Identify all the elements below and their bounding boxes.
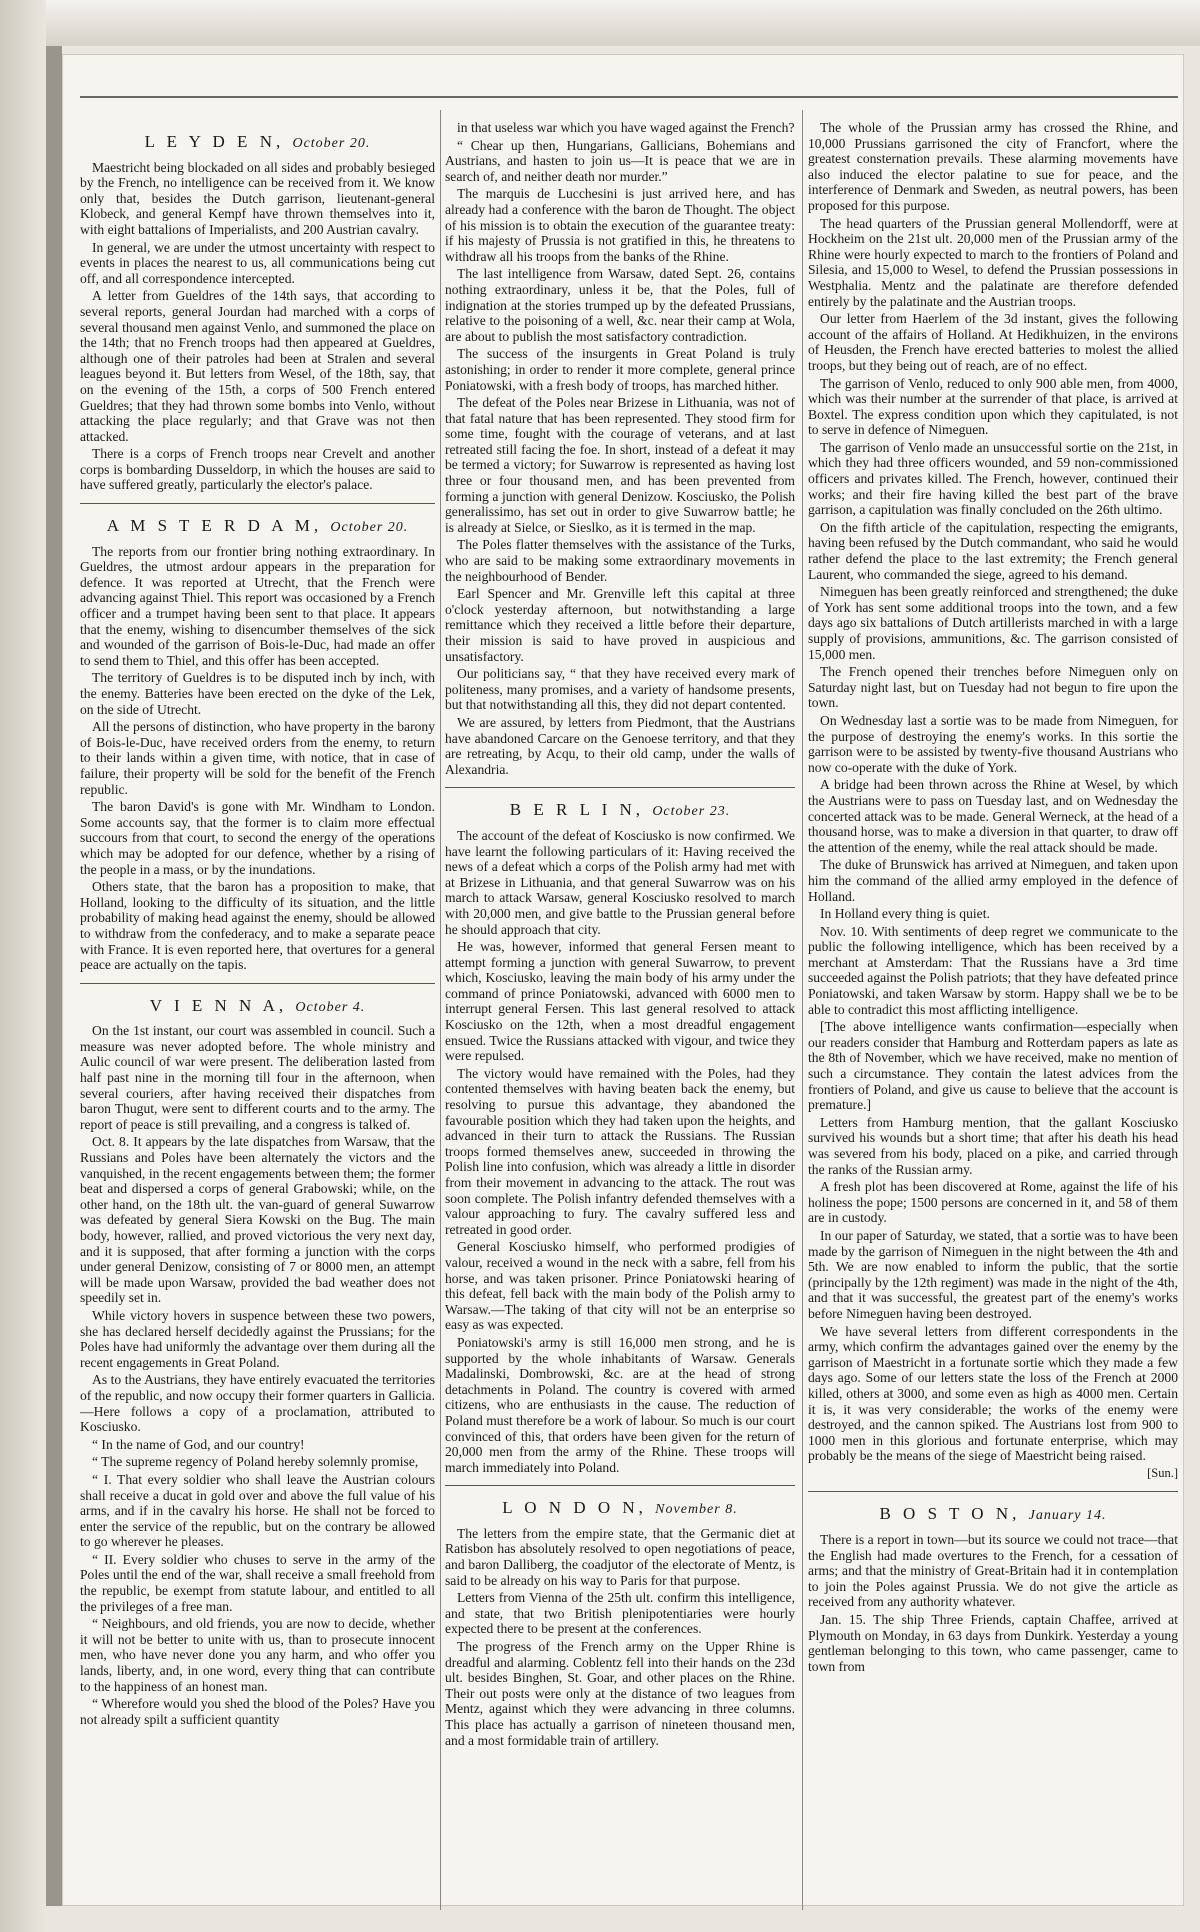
dateline [445, 1500, 795, 1518]
article-paragraph: The garrison of Venlo made an unsuccessful sortie on the 21st, in which they had three officers wounded, and 59 non-commissioned officers and privates killed. The French, however, continued their works; and their fire having killed the best part of the brave garrison, a capitulation was finally concluded on the 26th ultimo. [808, 439, 1178, 518]
dateline-place: A M S T E R D A M, [106, 516, 323, 536]
section-divider [80, 983, 435, 984]
article-paragraph: The garrison of Venlo, reduced to only 900 able men, from 4000, which was their number at the surrender of that place, is arrived at Boxtel. The express condition upon which they capitulated, is not to serve in defence of Nimeguen. [808, 375, 1178, 438]
binding-strip [46, 46, 62, 1906]
article-paragraph: The head quarters of the Prussian general Mollendorff, were at Hockheim on the 21st ult. 20,000 men of the Prussian army of the Rhine were hourly expected to march to the frontiers of Poland and Silesia, and 15,000 to Wesel, to defend the Prussian possessions in Westphalia. Mentz and the palatinate are therefore defended entirely by the palatinate and the Austrian troops. [808, 215, 1178, 309]
article-paragraph: The reports from our frontier bring nothing extraordinary. In Gueldres, the utmost ardour appears in the preparation for defence. It was reported at Utrecht, that the French were advancing against Thiel. This report was occasioned by a French officer and a trumpet having been sent to that place. It appears that the enemy, wishing to disencumber themselves of the sick and wounded of the garrison of Bois-le-Duc, had made an offer to send them to Thiel, and this offer has been accepted. [80, 543, 435, 668]
scan-edge-top [0, 0, 1200, 46]
article-paragraph: Maestricht being blockaded on all sides and probably besieged by the French, no intelligence can be received from it. We know only that, besides the Dutch garrison, lieutenant-general Klobeck, and general Kempf have thrown themselves into it, with eight battalions of Imperialists, and 200 Austrian cavalry. [80, 159, 435, 237]
article-paragraph: There is a corps of French troops near Crevelt and another corps is bombarding Dusseldorp, in which the houses are said to have suffered greatly, particularly the elector's palace. [80, 446, 435, 493]
scan-edge-left [0, 0, 46, 1932]
article-paragraph: A letter from Gueldres of the 14th says, that according to several reports, general Jourdan had marched with a corps of several thousand men against Venlo, and summoned the place on the 14th; that no French troops had then appeared at Gueldres, although one of their patroles had been at Stralen and several leagues beyond it. But letters from Wesel, of the 18th, say, that on the evening of the 15th, a corps of 500 French entered Gueldres; that they had thrown some bombs into Venlo, without attacking the place regularly; and that Grave was not then attacked. [80, 288, 435, 444]
top-rule [80, 96, 1178, 98]
article-paragraph: The baron David's is gone with Mr. Windham to London. Some accounts say, that the former is to claim more effectual succours from that court, to second the energy of the operations which may be adopted for our defence, whether by a rising of the people in a mass, or by the inundations. [80, 799, 435, 877]
dateline-place: B E R L I N, [509, 800, 645, 820]
dateline-place: B O S T O N, [879, 1504, 1021, 1524]
article-paragraph: On the fifth article of the capitulation, respecting the emigrants, having been refused by the Dutch commandant, who said he would rather defend the place to the last extremity; the French general Laurent, who commanded the siege, agreed to his demand. [808, 519, 1178, 582]
section-divider [808, 1491, 1178, 1492]
article-paragraph: Others state, that the baron has a proposition to make, that Holland, looking to the difficulty of its situation, and the little probability of making head against the enemy, should be allowed to withdraw from the confederacy, and to make a separate peace with France. It is even reported here, that overtures for a general peace are actually on the tapis. [80, 879, 435, 973]
article-paragraph: In general, we are under the utmost uncertainty with respect to events in places the nearest to us, all communications being cut off, and all correspondence intercepted. [80, 239, 435, 286]
section-divider [445, 787, 795, 788]
column-3 [808, 120, 1178, 1910]
dateline-place: L O N D O N, [502, 1498, 647, 1518]
column-rule [440, 110, 441, 1910]
dateline [80, 995, 435, 1016]
article-paragraph: The marquis de Lucchesini is just arrived here, and has already had a conference with the baron de Thought. The object of his mission is to obtain the execution of the guarantee treaty: if his majesty of Prussia is not gratified in this, he threatens to withdraw all his troops from the banks of the Rhine. [445, 186, 795, 264]
article-paragraph: Our letter from Haerlem of the 3d instant, gives the following account of the affairs of Holland. At Hedikhuizen, in the environs of Heusden, the French have erected batteries to molest the allied troops, but they being out of reach, are of no effect. [808, 311, 1178, 373]
article-paragraph: The letters from the empire state, that the Germanic diet at Ratisbon has absolutely resolved to open negotiations of peace, and baron Dalliberg, the coadjutor of the electorate of Mentz, is said to be already on his way to Paris for that purpose. [445, 1525, 795, 1588]
dateline [445, 802, 795, 820]
article-paragraph: While victory hovers in suspence between these two powers, she has declared herself decidedly against the Prussians; for the Poles have had uniformly the advantage over them during all the recent engagements in Great Poland. [80, 1307, 435, 1370]
article-paragraph: “ I. That every soldier who shall leave the Austrian colours shall receive a ducat in gold over and above the full value of his arms, and if in the cavalry his horse. He shall not be forced to enter the service of the republic, but on the contrary be allowed to go wherever he pleases. [80, 1471, 435, 1550]
article-paragraph: In our paper of Saturday, we stated, that a sortie was to have been made by the garrison of Nimeguen in the night between the 4th and 5th. We are now enabled to inform the public, that the sortie (principally by the 12th regiment) was made in the night of the 4th, and that it was successful, the greatest part of the enemy's works before Nimeguen having been destroyed. [808, 1227, 1178, 1321]
article-paragraph: As to the Austrians, they have entirely evacuated the territories of the republic, and now occupy their former quarters in Gallicia.—Here follows a copy of a proclamation, attributed to Kosciusko. [80, 1372, 435, 1435]
article-paragraph: We have several letters from different correspondents in the army, which confirm the advantages gained over the enemy by the garrison of Maestricht in a fortunate sortie which they made a few days ago. Some of our letters state the loss of the French at 2000 killed, others at 3000, and some even as high as 4000 men. Certain it is, it was very considerable; the works of the enemy were destroyed, and the cannon spiked. The Austrians lost from 900 to 1000 men in this glorious and fortunate enterprise, which may probably be the means of the siege of Maestricht being raised. [808, 1323, 1178, 1464]
article-paragraph: “ The supreme regency of Poland hereby solemnly promise, [92, 1454, 419, 1470]
article-paragraph: He was, however, informed that general Fersen meant to attempt forming a junction with general Suwarrow, to prevent which, Kosciusko, leaving the main body of his army under the command of prince Poniatowski, advanced with 6000 men to interrupt general Fersen. This last general resolved to attack Kosciusko on the 12th, when a most dreadful engagement ensued. Twice the Russians attacked with vigour, and twice they were repulsed. [445, 939, 795, 1064]
article-paragraph: “ Wherefore would you shed the blood of the Poles? Have you not already spilt a sufficient quantity [80, 1696, 435, 1727]
article-paragraph: General Kosciusko himself, who performed prodigies of valour, received a wound in the neck with a sabre, fell from his horse, and was taken prisoner. Prince Poniatowski hearing of this defeat, fell back with the main body of the Polish army to Warsaw.—The taking of that city will not be an enterprise so easy as was expected. [445, 1239, 795, 1333]
article-paragraph: All the persons of distinction, who have property in the barony of Bois-le-Duc, have received orders from the enemy, to return to their lands within a given time, with notice, that in case of failure, their property will be sold for the benefit of the French republic. [80, 719, 435, 797]
article-paragraph: [The above intelligence wants confirmation—especially when our readers consider that Hamburg and Rotterdam papers as late as the 8th of November, which we have received, make no mention of such a circumstance. They contain the latest advices from the frontiers of Poland, and give us cause to believe that the account is premature.] [808, 1019, 1178, 1113]
article-paragraph: “ In the name of God, and our country! [92, 1436, 305, 1452]
dateline-date: November 8. [655, 1502, 738, 1518]
dateline-date: October 20. [292, 136, 371, 151]
article-paragraph: Earl Spencer and Mr. Grenville left this capital at three o'clock yesterday afternoon, but notwithstanding a large remittance which they received a little before their departure, their mission is said to have proved in auspicious and unsatisfactory. [445, 586, 795, 664]
dateline-date: January 14. [1028, 1508, 1107, 1524]
article-paragraph: A fresh plot has been discovered at Rome, against the life of his holiness the pope; 1500 persons are concerned in it, and 58 of them are in custody. [808, 1179, 1178, 1226]
section-divider [80, 503, 435, 504]
article-paragraph: We are assured, by letters from Piedmont, that the Austrians have abandoned Carcare on the Genoese territory, and that they are retreating, by Acqu, to their old camp, under the walls of Alexandria. [445, 714, 795, 777]
article-paragraph: Letters from Vienna of the 25th ult. confirm this intelligence, and state, that two British plenipotentiaries were hourly expected there to be present at the conferences. [445, 1590, 795, 1637]
article-paragraph: Poniatowski's army is still 16,000 men strong, and he is supported by the whole inhabitants of Warsaw. Generals Madalinski, Dombrowski, &c. are at the head of strong detachments in Poland. The country is covered with armed citizens, who are enthusiasts in the cause. The reduction of Poland must therefore be a work of labour. So much is our court convinced of this, that orders have been given for the return of 20,000 men from the army of the Rhine. These troops will march immediately into Poland. [445, 1334, 795, 1475]
article-paragraph: The French opened their trenches before Nimeguen only on Saturday night last, but on Tuesday had not begun to fire upon the town. [808, 664, 1178, 711]
article-paragraph: “ Neighbours, and old friends, you are now to decide, whether it will not be better to unite with us, than to prosecute innocent men, who have never done you any harm, and who offer you lands, liberty, and, in one word, every thing that can contribute to the happiness of an honest man. [80, 1616, 435, 1694]
article-paragraph: The progress of the French army on the Upper Rhine is dreadful and alarming. Coblentz fell into their hands on the 23d ult. besides Binghen, St. Goar, and other places on the Rhine. Their out posts were only at the distance of two leagues from Mentz, against which they were advancing in three columns. This place has actually a garrison of nineteen thousand men, and a most formidable train of artillery. [445, 1639, 795, 1748]
dateline [808, 1506, 1178, 1524]
article-paragraph: The last intelligence from Warsaw, dated Sept. 26, contains nothing extraordinary, unless it be, that the Poles, full of indignation at the stories trumped up by the defeated Prussians, relative to the poisoning of a well, &c. near their camp at Wola, are about to publish the most satisfactory contradiction. [445, 266, 795, 344]
article-paragraph: The account of the defeat of Kosciusko is now confirmed. We have learnt the following particulars of it: Having received the news of a defeat which a corps of the Polish army had met with at Brizese in Lithuania, and that general Suwarrow was on his march to attack Warsaw, general Kosciusko resolved to march with 20,000 men, and give battle to the Prussian general before he should approach that city. [445, 827, 795, 937]
article-paragraph: The territory of Gueldres is to be disputed inch by inch, with the enemy. Batteries have been erected on the dyke of the Lek, on the side of Utrecht. [80, 670, 435, 717]
column-2 [445, 120, 795, 1910]
article-paragraph: On the 1st instant, our court was assembled in council. Such a measure was never adopted before. The whole ministry and Aulic council of war were present. The deliberation lasted from half past nine in the morning till four in the afternoon, when several couriers, after having received their dispatches from baron Thugut, were sent to different courts and to the army. The report of peace is still prevailing, and a congress is talked of. [80, 1023, 435, 1132]
article-paragraph: The victory would have remained with the Poles, had they contented themselves with having beaten back the enemy, but resolving to pursue this advantage, they abandoned the favourable position which they had taken upon the heights, and advanced in their turn to attack the Russians. The Russian troops formed themselves anew, succeeded in throwing the Polish line into confusion, which was already a little in disorder from their movement in advancing to the attack. The rout was soon complete. The Polish infantry defended themselves with a valour approaching to fury. The cavalry suffered less and retreated in good order. [445, 1065, 795, 1237]
article-paragraph: Our politicians say, “ that they have received every mark of politeness, many promises, and a variety of handsome presents, but that notwithstanding all this, they did not depart contented. [445, 666, 795, 713]
article-paragraph: Nov. 10. With sentiments of deep regret we communicate to the public the following intelligence, which has been received by a merchant at Amsterdam: That the Russians have a 3rd time succeeded against the Polish patriots; that they have defeated prince Poniatowski, and taken Warsaw by storm. Happy shall we be to be able to contradict this most afflicting intelligence. [808, 923, 1178, 1017]
section-divider [445, 1485, 795, 1486]
column-1 [80, 120, 435, 1910]
dateline-place: V I E N N A, [149, 995, 288, 1015]
article-paragraph: There is a report in town—but its source we could not trace—that the English had made overtures to the French, for a cessation of arms; and that the ministry of Great-Britain had it in contemplation to join the Poles against Prussia. We do not give the article as received from any authority whatever. [808, 1532, 1178, 1610]
article-paragraph: Jan. 15. The ship Three Friends, captain Chaffee, arrived at Plymouth on Monday, in 63 days from Dunkirk. Yesterday a young gentleman belonging to this town, who came passenger, came to town from [808, 1612, 1178, 1674]
dateline-date: October 4. [295, 999, 366, 1015]
article-paragraph: “ Chear up then, Hungarians, Gallicians, Bohemians and Austrians, and hasten to join us—It is peace that we are in search of, and neither death nor murder.” [445, 137, 795, 184]
dateline-date: October 20. [330, 520, 409, 536]
article-paragraph: A bridge had been thrown across the Rhine at Wesel, by which the Austrians were to pass on Tuesday last, and on Wednesday the concerted attack was to be made. General Werneck, at the head of a thousand horse, was to make a diversion in that quarter, to draw off the attention of the enemy, while the real attack should be made. [808, 777, 1178, 855]
article-paragraph: The duke of Brunswick has arrived at Nimeguen, and taken upon him the command of the allied army employed in the defence of Holland. [808, 857, 1178, 904]
article-paragraph: On Wednesday last a sortie was to be made from Nimeguen, for the purpose of destroying the enemy's works. In this sortie the garrison were to be assisted by twenty-five thousand Austrians who now co-operate with the duke of York. [808, 712, 1178, 775]
article-paragraph: The defeat of the Poles near Brizese in Lithuania, was not of that fatal nature that has been represented. They stood firm for some time, fought with the courage of veterans, and at last retreated still facing the foe. In short, instead of a defeat it may be termed a victory; for Suwarrow is represented as having lost three or four thousand men, and has been prevented from forming a junction with general Denizow. Kosciusko, the Polish generalissimo, has set out in order to give Suwarrow battle; he is already at Sielce, or Sieslko, as it is termed in the map. [445, 395, 795, 535]
article-paragraph: The success of the insurgents in Great Poland is truly astonishing; in order to render it more complete, general prince Poniatowski, with a fresh body of troops, has marched hither. [445, 346, 795, 393]
article-paragraph: Oct. 8. It appears by the late dispatches from Warsaw, that the Russians and Poles have been alternately the victors and the vanquished, in the recent engagements between them; the former beat and dispersed a corps of general Grabowski; while, on the other hand, on the 18th ult. the van-guard of general Suwarrow was defeated by general Siera Kowski on the Bug. The main body, however, rallied, and proved victorious the very next day, and it is supposed, that after forming a junction with the corps under general Denizow, consisting of 7 or 8000 men, an attempt will be made upon Warsaw, provided the bad weather does not speedily set in. [80, 1134, 435, 1306]
dateline [80, 134, 435, 152]
dateline [80, 518, 435, 536]
article-paragraph: Letters from Hamburg mention, that the gallant Kosciusko survived his wounds but a short time; that after his death his head was severed from his body, placed on a pike, and carried through the ranks of the Russian army. [808, 1114, 1178, 1177]
dateline-place: L E Y D E N, [144, 132, 285, 151]
article-paragraph: Nimeguen has been greatly reinforced and strengthened; the duke of York has sent some additional troops into the town, and a few days ago six battalions of Dutch artillerists marched in with a large supply of provisions, ammunitions, &c. The garrison consisted of 15,000 men. [808, 584, 1178, 662]
column-rule [802, 110, 803, 1910]
article-paragraph: “ II. Every soldier who chuses to serve in the army of the Poles until the end of the war, shall receive a small freehold from the republic, be exempt from statute labour, and entitled to all the privileges of a free man. [80, 1551, 435, 1614]
article-paragraph: The Poles flatter themselves with the assistance of the Turks, who are said to be making some extraordinary movements in the neighbourhood of Bender. [445, 537, 795, 584]
article-paragraph: The whole of the Prussian army has crossed the Rhine, and 10,000 Prussians garrisoned the city of Francfort, where the greatest consternation prevails. These alarming movements have also induced the elector palatine to sue for peace, and the interference of Denmark and Sweden, as neutral powers, has been proposed for this purpose. [808, 120, 1178, 213]
article-paragraph: In Holland every thing is quiet. [820, 906, 990, 922]
article-paragraph: in that useless war which you have waged against the French? [457, 120, 795, 135]
source-signature: [Sun.] [1147, 1465, 1178, 1480]
dateline-date: October 23. [652, 804, 731, 820]
